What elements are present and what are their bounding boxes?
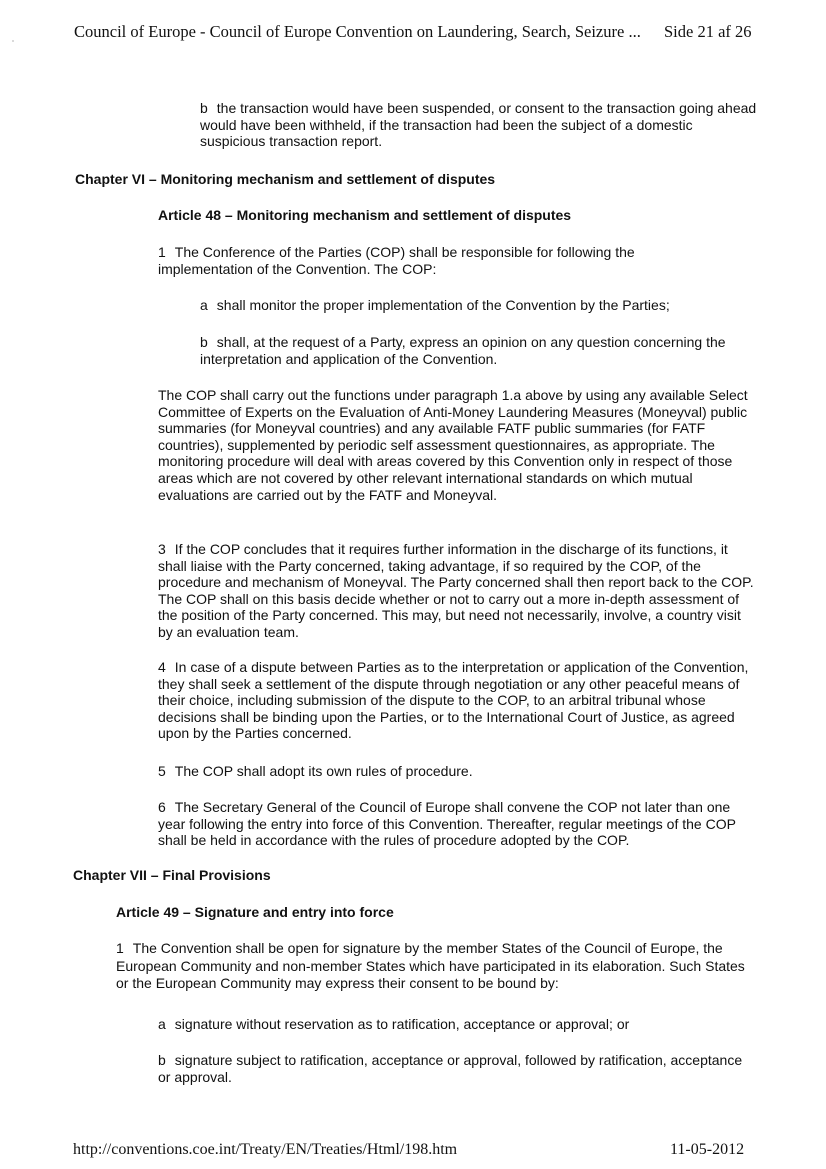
article-48-item-b: b shall, at the request of a Party, express an opinion on any question concerning the interpretation and application of the Convention. [200,334,726,367]
article-49-paragraph-1: 1 The Convention shall be open for signature by the member States of the Council of Europe, the European Community and non-member States which have participated in its elaboration. Such States or the European Community may express their consent to be bound by: [116,940,745,991]
page-number: Side 21 af 26 [664,22,752,41]
chapter-vi-heading: Chapter VI – Monitoring mechanism and settlement of disputes [75,171,496,187]
article-49-item-a: a signature without reservation as to ratification, acceptance or approval; or [158,1016,630,1032]
article-49-heading: Article 49 – Signature and entry into force [116,904,394,920]
page-header-title: Council of Europe - Council of Europe Convention on Laundering, Search, Seizure ... [74,22,641,41]
continuation-item-b: b the transaction would have been suspended, or consent to the transaction going ahead would have been withheld, if the transaction had been the subject of a domestic suspicious transaction report. [200,100,757,150]
article-49-item-b: b signature subject to ratification, acceptance or approval, followed by ratification, acceptance or approval. [158,1052,743,1085]
article-48-paragraph-5: 5 The COP shall adopt its own rules of procedure. [158,763,473,779]
article-48-paragraph-3: 3 If the COP concludes that it requires further information in the discharge of its functions, it shall liaise with the Party concerned, taking advantage, if so required by the COP, of the procedure and mechanism of Moneyval. The Party concerned shall then report back to the COP. The COP shall on this basis decide whether or not to carry out a more in-depth assessment of the position of the Party concerned. This may, but need not necessarily, involve, a country visit by an evaluation team. [158,541,754,640]
scan-speck [12,40,14,42]
article-48-paragraph-1: 1 The Conference of the Parties (COP) shall be responsible for following the implementation of the Convention. The COP: [158,244,635,277]
article-48-paragraph-4: 4 In case of a dispute between Parties as to the interpretation or application of the Convention, they shall seek a settlement of the dispute through negotiation or any other peaceful means of their choice, including submission of the dispute to the COP, to an arbitral tribunal whose decisions shall be binding upon the Parties, or to the International Court of Justice, as agreed upon by the Parties concerned. [158,659,749,742]
article-48-heading: Article 48 – Monitoring mechanism and settlement of disputes [158,207,572,223]
footer-date: 11-05-2012 [670,1141,745,1158]
article-48-paragraph-6: 6 The Secretary General of the Council of Europe shall convene the COP not later than one year following the entry into force of this Convention. Thereafter, regular meetings of the COP shall be held in accordance with the rules of procedure adopted by the COP. [158,799,736,849]
article-48-paragraph-2: The COP shall carry out the functions under paragraph 1.a above by using any available Select Committee of Experts on the Evaluation of Anti-Money Laundering Measures (Moneyval) public summaries (for Moneyval countries) and any available FATF public summaries (for FATF countries), supplemented by periodic self assessment questionnaires, as appropriate. The monitoring procedure will deal with areas covered by this Convention only in respect of those areas which are not covered by other relevant international standards on which mutual evaluations are carried out by the FATF and Moneyval. [158,387,748,503]
footer-url: http://conventions.coe.int/Treaty/EN/Treaties/Html/198.htm [73,1141,458,1158]
chapter-vii-heading: Chapter VII – Final Provisions [73,867,271,883]
article-48-item-a: a shall monitor the proper implementation of the Convention by the Parties; [200,297,670,313]
